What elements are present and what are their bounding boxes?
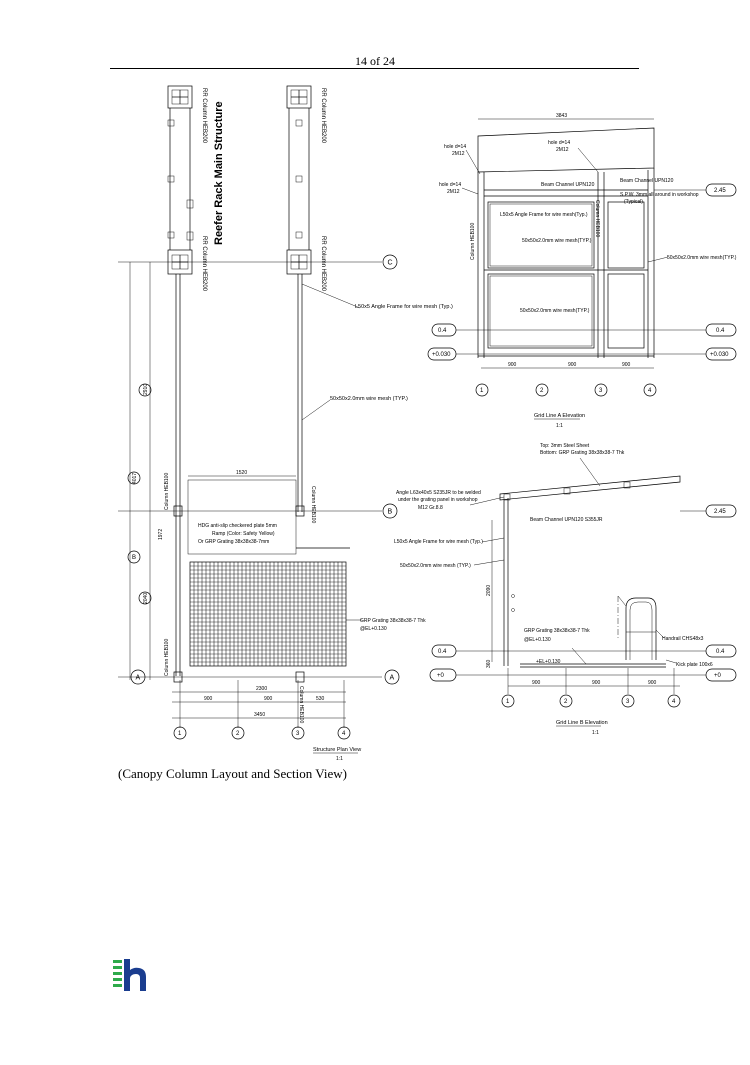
elev-a-hole-1b: 2M12 [452, 151, 465, 157]
elev-b-grid-4: 4 [672, 699, 676, 705]
elev-b-handrail-note: Handrail CHS48x3 [662, 636, 704, 642]
elev-b-roof-note-1: Top: 3mm Steel Sheet [540, 443, 590, 449]
elev-a-top-dim: 3843 [556, 113, 568, 119]
elev-b-level-bot-left: +0 [437, 673, 444, 679]
elev-a-hole-2: hole d=14 [548, 140, 571, 146]
elev-a-paint-note: S.P.W. 3mm all around in workshop [620, 192, 699, 198]
rr-column-label-1: RR Column HEB200 [201, 88, 207, 144]
grid-b-side-bubble: B [132, 555, 137, 561]
rr-column-top-left [168, 86, 193, 274]
grating-panel [190, 562, 346, 666]
elev-a-grid-2: 2 [540, 388, 544, 394]
elev-b-dim-v-1: 2090 [486, 584, 492, 596]
angle-frame-note: L50x5 Angle Frame for wire mesh (Typ.) [355, 304, 453, 310]
elev-a-level-mid-left: 0.4 [438, 328, 447, 334]
elev-a-grid-4: 4 [648, 388, 652, 394]
canopy-drawing [110, 76, 750, 766]
elev-a-beam-note-r: Beam Channel UPN120 [620, 178, 674, 184]
elev-a-scale: 1:1 [556, 423, 563, 429]
elev-b-level-top: 2.45 [714, 509, 726, 515]
grid-line-b-elevation [394, 443, 736, 736]
grid-3: 3 [296, 731, 300, 737]
structure-plan-view [118, 86, 453, 762]
plan-title-vertical: Reefer Rack Main Structure [213, 101, 225, 245]
elev-a-dim-3: 900 [622, 362, 631, 368]
dim-b-3: 2300 [256, 686, 268, 692]
rr-column-top-right [287, 86, 311, 274]
plan-view-title: Structure Plan View [313, 747, 362, 753]
header-rule [110, 68, 639, 69]
elev-a-column-note: Column HEB100 [594, 200, 600, 238]
grating-note-2: @EL+0.130 [360, 626, 387, 632]
elev-a-hole-3b: 2M12 [447, 189, 460, 195]
elev-a-hole-2b: 2M12 [556, 147, 569, 153]
elev-a-grid-1: 1 [480, 388, 484, 394]
elev-b-level-note: +EL+0.130 [536, 659, 561, 665]
grid-1: 1 [178, 731, 182, 737]
elev-a-level-mid-right: 0.4 [716, 328, 725, 334]
elev-b-title: Grid Line B Elevation [556, 720, 608, 726]
elev-b-grid-3: 3 [626, 699, 630, 705]
elev-b-dim-1: 900 [532, 680, 541, 686]
dim-total: 3450 [254, 712, 266, 718]
elev-b-dim-2: 900 [592, 680, 601, 686]
elev-a-level-bot-right: +0.030 [710, 352, 729, 358]
column-label-1: Column HEB100 [164, 472, 170, 510]
elev-a-level-top: 2.45 [714, 188, 726, 194]
page-number: 14 of 24 [355, 54, 395, 68]
elev-b-dim-3: 900 [648, 680, 657, 686]
grid-line-a-elevation [428, 113, 737, 429]
plan-view-scale: 1:1 [336, 756, 343, 762]
elev-b-grid-2: 2 [564, 699, 568, 705]
dim-b-1: 900 [204, 696, 213, 702]
elev-a-hole-1: hole d=14 [444, 144, 467, 150]
dim-v-4: 2040 [143, 592, 149, 604]
elev-b-level-mid-right: 0.4 [716, 649, 725, 655]
elev-b-beam-note: Beam Channel UPN120 S355JR [530, 517, 603, 523]
elev-b-kick-note: Kick plate 100x6 [676, 662, 713, 668]
rr-column-label-4: RR Column HEB200 [320, 236, 326, 292]
elev-b-frame-note: L50x5 Angle Frame for wire mesh (Typ.) [394, 539, 483, 545]
handrail [618, 596, 656, 660]
elev-a-paint-note-2: (Typical) [624, 199, 643, 205]
elev-b-level-mid-left: 0.4 [438, 649, 447, 655]
dim-b-5: 530 [316, 696, 325, 702]
elev-b-scale: 1:1 [592, 730, 599, 736]
elev-b-angle-note-2: under the grating panel in workshop [398, 497, 478, 503]
elev-b-grating-note-2: @EL+0.130 [524, 637, 551, 643]
company-logo-icon [113, 957, 149, 993]
rr-column-label-2: RR Column HEB200 [320, 88, 326, 144]
elev-b-angle-note-1: Angle L63x40x5 S235JR to be welded [396, 490, 481, 496]
dim-v-2: 4017 [132, 472, 138, 484]
grid-a-bubble-left: A [135, 674, 141, 682]
elev-b-grid-1: 1 [506, 699, 510, 705]
elev-b-level-bot-right: +0 [714, 673, 721, 679]
grating-note-1: GRP Grating 38x38x38-7 Thk [360, 618, 426, 624]
elev-a-dim-2: 900 [568, 362, 577, 368]
column-label-3: Column HEB100 [164, 638, 170, 676]
elev-a-beam-note: Beam Channel UPN120 [541, 182, 595, 188]
elev-a-title: Grid Line A Elevation [534, 413, 586, 419]
dim-v-1: 2910 [143, 383, 149, 395]
elev-a-level-bot-left: +0.030 [432, 352, 451, 358]
elev-a-column-note-2: Column HEB100 [470, 222, 476, 260]
hdg-note-2: Ramp (Color: Safety Yellow) [212, 531, 275, 537]
elev-a-mesh-note-1: 50x50x2.0mm wire mesh(TYP.) [522, 238, 592, 244]
elev-a-dim-1: 900 [508, 362, 517, 368]
dim-b-2: 900 [264, 696, 273, 702]
elev-b-mesh-note: 50x50x2.0mm wire mesh (TYP.) [400, 563, 471, 569]
hdg-note-1: HDG anti-slip checkered plate 5mm [198, 523, 277, 529]
elev-b-roof-note-2: Bottom: GRP Grating 38x38x38-7 Thk [540, 450, 625, 456]
hdg-note-3: Or GRP Grating 38x38x38-7mm [198, 539, 270, 545]
dim-top: 1520 [236, 470, 248, 476]
grid-a-bubble-right: A [389, 674, 395, 682]
elev-a-frame-note: L50x5 Angle Frame for wire mesh(Typ.) [500, 212, 588, 218]
figure-caption: (Canopy Column Layout and Section View) [118, 766, 347, 781]
column-label-2: Column HEB100 [310, 486, 316, 524]
elev-a-mesh-note-3: 50x50x2.0mm wire mesh(TYP.) [667, 255, 737, 261]
elev-b-angle-note-3: M12 Gr.8.8 [418, 505, 443, 511]
dim-v-3: 1972 [158, 528, 164, 540]
elev-a-grid-3: 3 [599, 388, 603, 394]
elev-a-hole-3: hole d=14 [439, 182, 462, 188]
column-label-4: Column HEB100 [298, 686, 304, 724]
elev-a-mesh-note-2: 50x50x2.0mm wire mesh(TYP.) [520, 308, 590, 314]
grid-2: 2 [236, 731, 240, 737]
grid-b-bubble: B [387, 508, 393, 516]
rr-column-label-3: RR Column HEB200 [201, 236, 207, 292]
grid-c-bubble: C [387, 259, 393, 267]
elev-b-grating-note-1: GRP Grating 38x38x38-7 Thk [524, 628, 590, 634]
grid-4: 4 [342, 731, 346, 737]
elev-b-dim-v-2: 360 [486, 659, 492, 668]
wire-mesh-note: 50x50x2.0mm wire mesh (TYP.) [330, 396, 408, 402]
